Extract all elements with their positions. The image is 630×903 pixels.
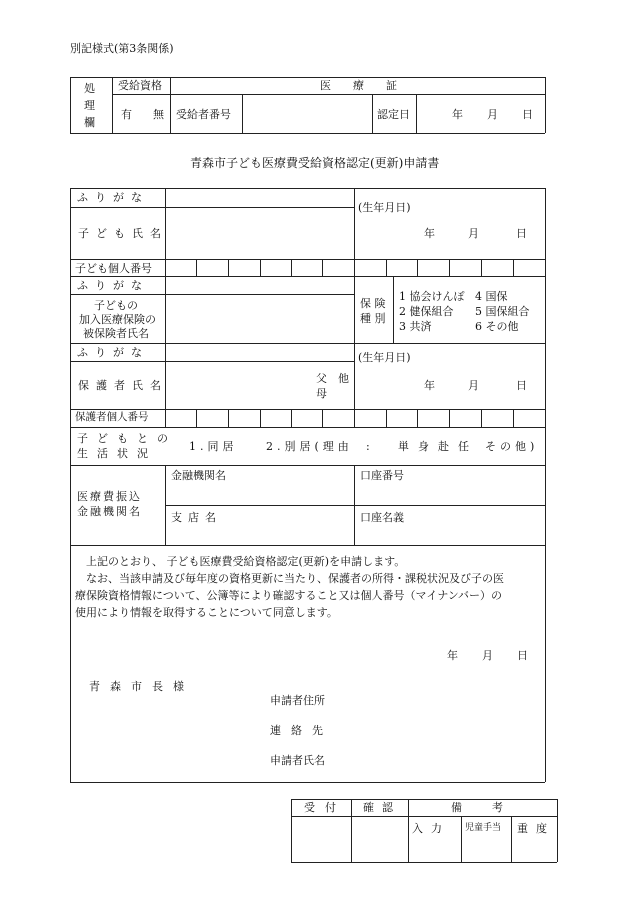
statement-line-2: なお、当該申請及び毎年度の資格更新に当たり、保護者の所得・課税状況及び子の医 [86,572,504,585]
living-colon: : [366,440,370,453]
child-id-label: 子ども個人番号 [75,262,152,275]
insurance-option-6[interactable]: 6 その他 [475,320,519,333]
living-label-1: 子どもとの [77,432,177,445]
child-birth-day: 日 [516,227,527,240]
insurance-option-5[interactable]: 5 国保組合 [475,305,530,318]
insurance-type-label-2: 種 別 [360,312,386,325]
insured-label-3: 被保険者氏名 [83,327,149,340]
bank-name-label: 金融機関名 [171,469,226,482]
application-day: 日 [517,649,528,662]
approved-month: 月 [487,108,498,121]
insured-label-1: 子どもの [94,299,138,312]
insurance-option-1[interactable]: 1 協会けんぽ [399,290,465,303]
approved-year: 年 [452,108,463,121]
insured-name-field[interactable] [167,296,352,341]
child-allowance-label: 児童手当 [465,823,502,833]
form-label: 別記様式(第3条関係) [70,42,174,55]
processing-label-2: 理 [84,99,95,112]
medical-cert-label: 医療証 [320,79,419,92]
child-birth-label: (生年月日) [358,201,411,214]
eligibility-yes: 有 [121,108,132,121]
checked-label: 確認 [363,801,401,814]
child-birth-month: 月 [468,227,479,240]
form-title: 青森市子ども医療費受給資格認定(更新)申請書 [190,156,440,170]
guardian-mother: 母 [316,387,327,400]
living-option-together[interactable]: 1.同居 [189,440,238,453]
approved-day: 日 [522,108,533,121]
child-name-field[interactable] [167,209,352,257]
applicant-address-label: 申請者住所 [270,694,325,707]
guardian-birth-year: 年 [424,379,435,392]
living-option-separate[interactable]: 2.別居(理由 [266,440,353,453]
received-label: 受付 [304,801,346,814]
living-reason-single[interactable]: 単身赴任 [398,440,478,453]
insurance-option-4[interactable]: 4 国保 [475,290,508,303]
child-furigana-label: ふりがな [77,191,149,204]
account-no-label: 口座番号 [360,469,404,482]
insurance-type-label-1: 保 険 [360,297,386,310]
addressee: 青森市長様 [89,680,194,693]
processing-label-1: 処 [84,82,95,95]
severe-label: 重度 [517,822,555,835]
guardian-name-label: 保護者氏名 [78,379,168,392]
guardian-name-field[interactable] [167,363,307,407]
bank-label-2: 金融機関名 [77,505,142,518]
application-year: 年 [447,649,458,662]
processing-label-3: 欄 [84,116,95,129]
branch-label: 支店名 [171,511,222,524]
recipient-no-label: 受給者番号 [176,108,231,121]
approved-date-label: 認定日 [377,108,410,121]
statement-line-4: 使用により情報を取得することについて同意します。 [75,606,338,619]
child-birth-year: 年 [424,227,435,240]
contact-label: 連絡先 [270,724,333,737]
applicant-name-label: 申請者氏名 [270,754,325,767]
guardian-birth-month: 月 [468,379,479,392]
remarks-label: 備考 [451,801,533,814]
application-month: 月 [482,649,493,662]
insurance-option-3[interactable]: 3 共済 [399,320,432,333]
living-label-2: 生活状況 [77,447,157,460]
guardian-father: 父 [316,372,327,385]
guardian-birth-label: (生年月日) [358,351,411,364]
insurance-option-2[interactable]: 2 健保組合 [399,305,454,318]
guardian-birth-day: 日 [516,379,527,392]
guardian-furigana-label: ふりがな [77,346,149,359]
insured-furigana-label: ふりがな [77,279,149,292]
statement-line-3: 療保険資格情報について、公簿等により確認すること又は個人番号（マイナンバー）の [75,589,503,602]
bank-label-1: 医療費振込 [77,490,142,503]
living-reason-other[interactable]: その他) [485,440,539,453]
input-label: 入力 [412,822,450,835]
eligibility-no: 無 [153,108,164,121]
guardian-id-label: 保護者個人番号 [75,411,149,423]
account-holder-label: 口座名義 [360,511,404,524]
insured-label-2: 加入医療保険の [79,313,156,326]
statement-line-1: 上記のとおり、 子ども医療費受給資格認定(更新)を申請します。 [86,555,406,568]
eligibility-label: 受給資格 [118,79,162,92]
child-name-label: 子ども氏名 [78,227,168,240]
guardian-other: 他 [338,372,349,385]
